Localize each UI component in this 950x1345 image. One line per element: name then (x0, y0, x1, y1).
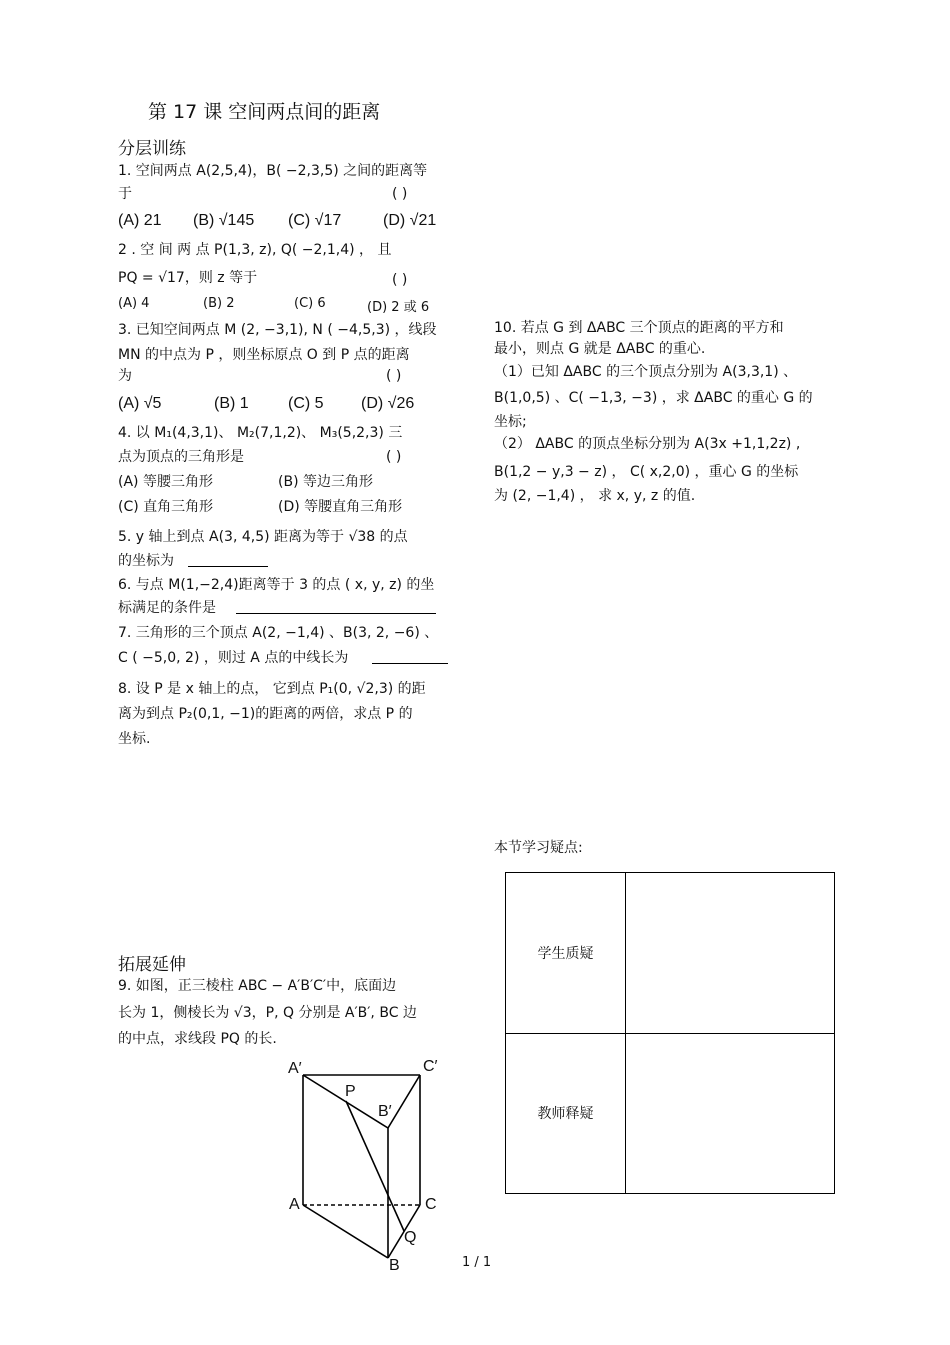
page-title: 第 17 课 空间两点间的距离 (148, 101, 381, 123)
q6-line1: 6. 与点 M(1,−2,4)距离等于 3 的点 ( x, y, z) 的坐 (118, 577, 435, 593)
q10-line4: B(1,0,5) 、C( −1,3, −3) ，求 ΔABC 的重心 G 的 (494, 390, 813, 406)
doubts-table (505, 872, 835, 1194)
q2-option-b: (B) 2 (203, 296, 235, 311)
q4-answer-paren: ( ) (386, 449, 402, 465)
q10-line1: 10. 若点 G 到 ΔABC 三个顶点的距离的平方和 (494, 320, 784, 336)
section-heading-extension: 拓展延伸 (118, 955, 186, 975)
q8-line1: 8. 设 P 是 x 轴上的点， 它到点 P₁(0, √2,3) 的距 (118, 681, 426, 697)
q10-line8: 为 (2, −1,4) ， 求 x, y, z 的值. (494, 488, 696, 504)
label-c: C (425, 1196, 437, 1213)
q2-option-a: (A) 4 (118, 296, 150, 311)
q9-line3: 的中点，求线段 PQ 的长. (118, 1031, 277, 1047)
q9-line1: 9. 如图，正三棱柱 ABC − A′B′C′中，底面边 (118, 978, 397, 994)
q7-line1: 7. 三角形的三个顶点 A(2, −1,4) 、B(3, 2, −6) 、 (118, 625, 439, 641)
q3-line2: MN 的中点为 P ，则坐标原点 O 到 P 点的距离 (118, 347, 410, 363)
section-heading-practice: 分层训练 (118, 139, 186, 159)
label-a: A (289, 1196, 300, 1213)
q4-option-c: (C) 直角三角形 (118, 499, 214, 515)
q4-option-d: (D) 等腰直角三角形 (278, 499, 403, 515)
q6-line2: 标满足的条件是 (118, 600, 216, 616)
q9-line2: 长为 1，侧棱长为 √3，P, Q 分别是 A′B′, BC 边 (118, 1005, 417, 1021)
q3-answer-paren: ( ) (386, 368, 402, 384)
q2-line2: PQ = √17，则 z 等于 (118, 270, 258, 286)
q7-line2: C ( −5,0, 2) ，则过 A 点的中线长为 (118, 650, 349, 666)
edge-b1c1 (388, 1075, 420, 1128)
q10-line6: （2） ΔABC 的顶点坐标分别为 A(3x +1,1,2z) , (494, 436, 801, 452)
q2-option-d: (D) 2 或 6 (367, 300, 430, 315)
edge-ab (303, 1205, 388, 1258)
q10-line7: B(1,2 − y,3 − z) ， C( x,2,0) ，重心 G 的坐标 (494, 464, 799, 480)
q1-answer-paren: ( ) (392, 186, 408, 202)
q1-option-a: (A) 21 (118, 212, 162, 229)
label-c-prime: C′ (423, 1058, 438, 1075)
q4-line1: 4. 以 M₁(4,3,1)、 M₂(7,1,2)、 M₃(5,2,3) 三 (118, 425, 403, 441)
q2-answer-paren: ( ) (392, 272, 408, 288)
label-a-prime: A′ (288, 1060, 302, 1077)
label-q: Q (404, 1229, 417, 1246)
q8-line2: 离为到点 P₂(0,1, −1)的距离的两倍，求点 P 的 (118, 706, 413, 722)
label-b-prime: B′ (378, 1103, 392, 1120)
label-p: P (345, 1083, 356, 1100)
q4-line2: 点为顶点的三角形是 (118, 449, 244, 465)
q1-line2: 于 (118, 186, 132, 202)
q1-option-c: (C) √17 (288, 212, 342, 229)
q4-option-b: (B) 等边三角形 (278, 474, 373, 490)
q2-option-c: (C) 6 (294, 296, 326, 311)
q1-option-d: (D) √21 (383, 212, 437, 229)
q10-line3: （1）已知 ΔABC 的三个顶点分别为 A(3,3,1) 、 (494, 364, 798, 380)
q3-line1: 3. 已知空间两点 M (2, −3,1), N ( −4,5,3) ，线段 (118, 322, 437, 338)
q2-line1: 2 . 空 间 两 点 P(1,3, z), Q( −2,1,4) ， 且 (118, 242, 392, 258)
doubts-heading: 本节学习疑点: (494, 840, 583, 856)
row-label-student: 学生质疑 (506, 873, 626, 1034)
q3-option-d: (D) √26 (361, 395, 415, 412)
q3-option-b: (B) 1 (214, 395, 249, 412)
q5-line2: 的坐标为 (118, 553, 174, 569)
row-label-teacher: 教师释疑 (506, 1033, 626, 1194)
q1-line1: 1. 空间两点 A(2,5,4)，B( −2,3,5) 之间的距离等 (118, 163, 428, 179)
q1-option-b: (B) √145 (193, 212, 255, 229)
q3-option-c: (C) 5 (288, 395, 324, 412)
q3-line3: 为 (118, 368, 132, 384)
label-b: B (389, 1257, 400, 1274)
page-number: 1 / 1 (462, 1255, 492, 1270)
teacher-answer-cell[interactable] (626, 1033, 835, 1194)
q10-line2: 最小，则点 G 就是 ΔABC 的重心. (494, 341, 706, 357)
q3-option-a: (A) √5 (118, 395, 162, 412)
q5-line1: 5. y 轴上到点 A(3, 4,5) 距离为等于 √38 的点 (118, 529, 408, 545)
student-doubt-cell[interactable] (626, 873, 835, 1034)
q10-line5: 坐标; (494, 414, 527, 430)
q4-option-a: (A) 等腰三角形 (118, 474, 213, 490)
q8-line3: 坐标. (118, 731, 151, 747)
